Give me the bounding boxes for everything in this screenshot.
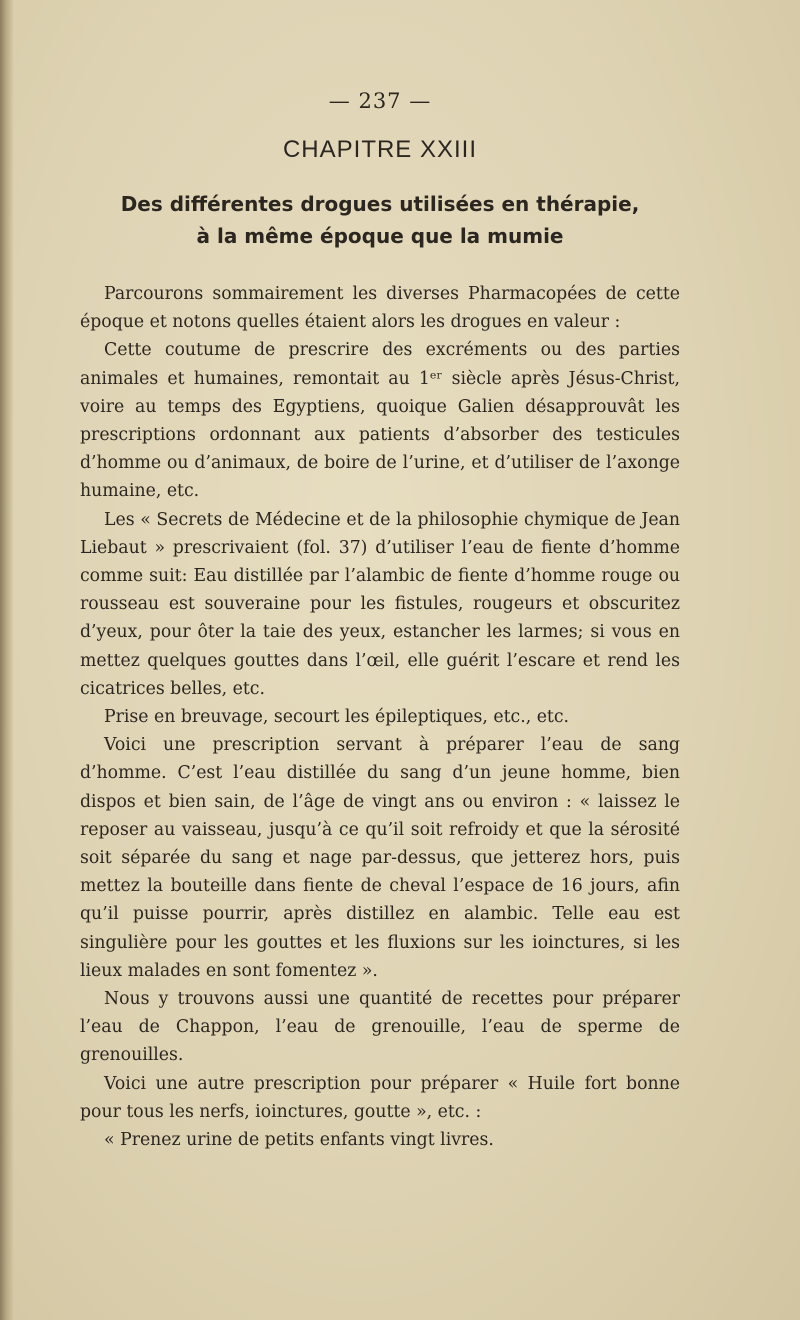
- paragraph-3: Les « Secrets de Médecine et de la philosophie chymique de Jean Liebaut » prescrivaient (fol. 37) d’utiliser l’eau de fiente d’homme comme suit: Eau distillée par l’alambic de fiente d’homme rouge ou rousseau est souveraine pour les fistules, rougeurs et obscuritez d’yeux, pour ôter la taie des yeux, estancher les larmes; si vous en mettez quelques gouttes dans l’œil, elle guérit l’escare et rend les cicatrices belles, etc.: [80, 509, 680, 699]
- paragraph-4: Prise en breuvage, secourt les épileptiques, etc., etc.: [104, 707, 570, 728]
- paragraph-5: Voici une prescription servant à préparer l’eau de sang d’homme. C’est l’eau distillée du sang d’un jeune homme, bien dispos et bien sain, de l’âge de vingt ans ou environ : « laissez le reposer au vaisseau, jusqu’à ce qu’il soit refroidy et que la sérosité soit séparée du sang et nage par-dessus, que jetterez hors, puis mettez la bouteille dans fiente de cheval l’espace de 16 jours, afin qu’il puisse pourrir, après distillez en alambic. Telle eau est singulière pour les gouttes et les fluxions sur les ioinctures, si les lieux malades en sont fomentez ».: [80, 735, 680, 981]
- paragraph-2: Cette coutume de prescrire des excréments ou des parties animales et humaines, remontait au 1ᵉʳ siècle après Jésus-Christ, voire au temps des Egyptiens, quoique Galien désapprouvât les prescriptions ordonnant aux patients d’absorber des testicules d’homme ou d’animaux, de boire de l’urine, et d’utiliser de l’axonge humaine, etc.: [80, 340, 680, 502]
- page-binding-edge: [0, 0, 14, 1320]
- chapter-title: [80, 188, 680, 252]
- chapter-title-line-1: Des différentes drogues utilisées en thérapie,: [120, 192, 640, 216]
- paragraph-1: Parcourons sommairement les diverses Pharmacopées de cette époque et notons quelles étaient alors les drogues en valeur :: [80, 284, 680, 333]
- page-number: — 237 —: [328, 89, 432, 113]
- paragraph-8: « Prenez urine de petits enfants vingt livres.: [104, 1130, 494, 1151]
- paragraph-7: Voici une autre prescription pour préparer « Huile fort bonne pour tous les nerfs, ioinctures, goutte », etc. :: [80, 1073, 680, 1122]
- page-text-block: [80, 86, 680, 1154]
- chapter-heading: CHAPITRE XXIII: [282, 136, 478, 163]
- chapter-title-line-2: à la même époque que la mumie: [196, 224, 564, 248]
- paragraph-6: Nous y trouvons aussi une quantité de recettes pour préparer l’eau de Chappon, l’eau de grenouille, l’eau de sperme de grenouilles.: [80, 989, 680, 1066]
